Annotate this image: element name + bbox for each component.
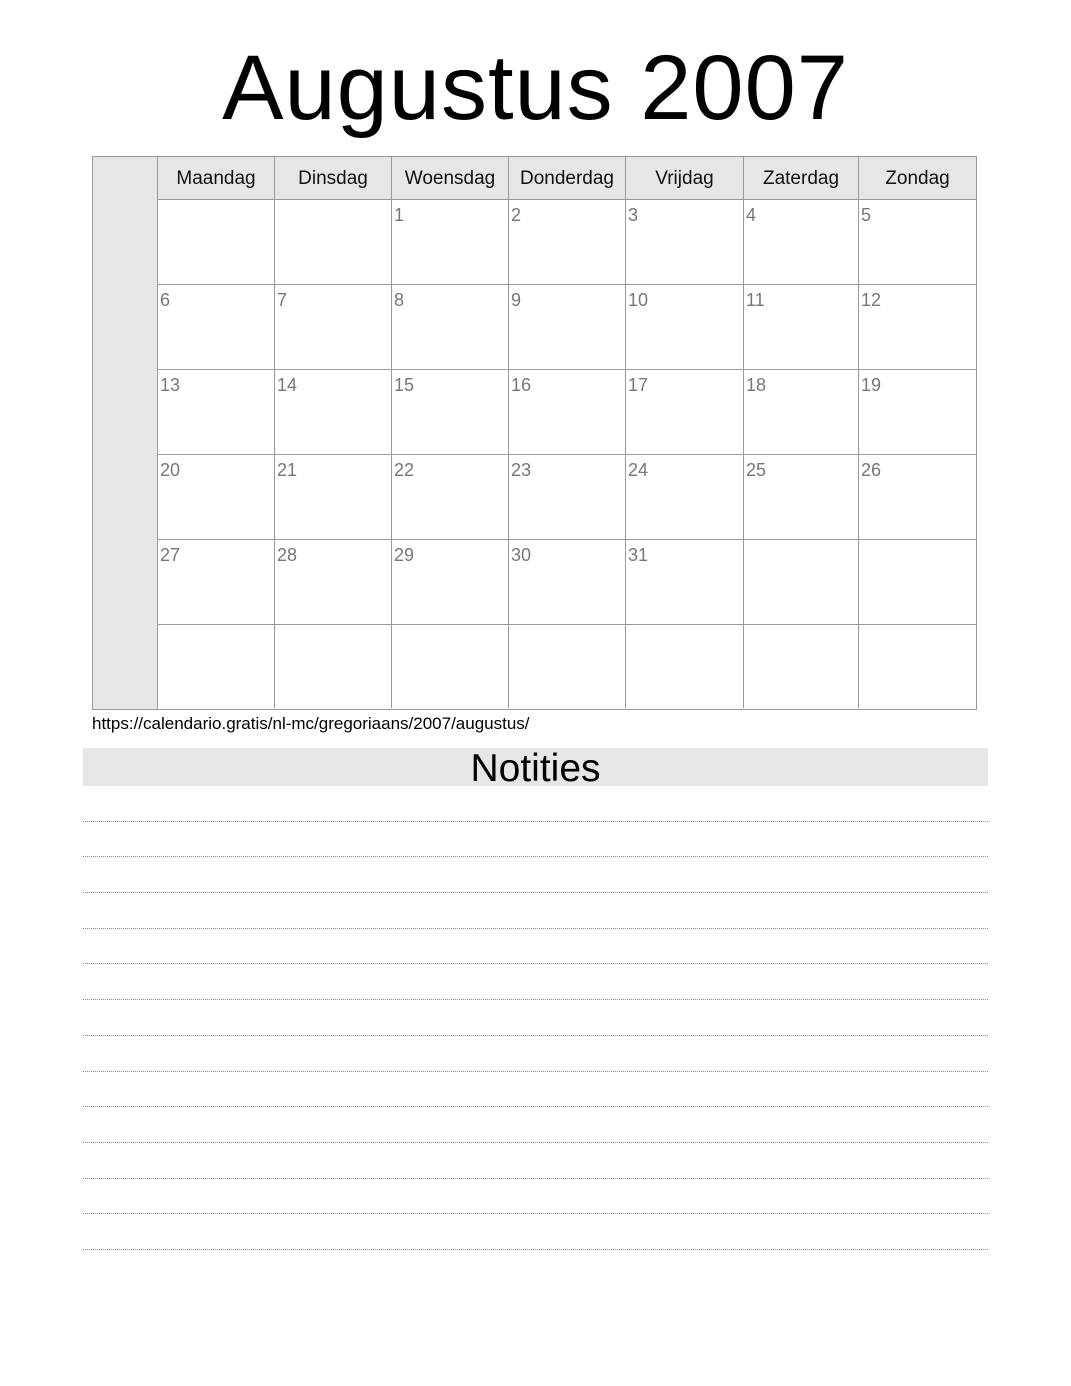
week-row [158,625,976,708]
weekday-header: Maandag [158,157,275,199]
week-row [158,200,976,285]
notes-lines [83,786,988,1250]
day-cell: 10 [626,285,744,369]
note-line [83,929,988,965]
day-cell: 26 [861,460,882,480]
day-cell: 16 [509,370,626,454]
page-title: Augustus 2007 [222,37,849,139]
note-line [83,964,988,1000]
day-cell: 6 [158,285,275,369]
week-number-column [93,157,158,709]
weekday-header: Dinsdag [275,157,392,199]
day-cell: 4 [744,200,859,284]
day-cell: 1 [392,200,509,284]
day-cell: 22 [392,455,509,539]
day-cell: 31 [626,540,744,624]
week-row [158,540,976,625]
day-cell [859,540,976,624]
week-row [158,370,976,455]
day-cell: 5 [861,205,872,225]
day-cell: 7 [275,285,392,369]
weekday-header-row [158,157,976,200]
day-cell: 2 [509,200,626,284]
day-cell [744,625,859,708]
note-line [83,1072,988,1108]
day-cell [744,540,859,624]
day-cell: 14 [275,370,392,454]
weekday-header: Zondag [885,168,950,189]
day-cell: 17 [626,370,744,454]
note-line [83,857,988,893]
day-cell [275,625,392,708]
note-line [83,786,988,822]
day-cell: 20 [158,455,275,539]
day-cell [859,625,976,708]
weekday-header: Woensdag [392,157,509,199]
day-cell: 30 [509,540,626,624]
day-cell: 27 [158,540,275,624]
day-cell [158,200,275,284]
weekday-header: Zaterdag [744,157,859,199]
note-line [83,1036,988,1072]
note-line [83,822,988,858]
note-line [83,1000,988,1036]
day-cell: 12 [861,290,882,310]
note-line [83,1214,988,1250]
day-cell: 29 [392,540,509,624]
note-line [83,1107,988,1143]
day-cell [392,625,509,708]
day-cell [275,200,392,284]
day-cell [626,625,744,708]
day-cell: 3 [626,200,744,284]
day-cell: 23 [509,455,626,539]
day-cell: 21 [275,455,392,539]
day-cell: 11 [744,285,859,369]
day-cell: 19 [861,375,882,395]
day-cell: 15 [392,370,509,454]
day-cell: 24 [626,455,744,539]
day-cell: 18 [744,370,859,454]
day-grid [158,200,976,708]
day-cell: 13 [158,370,275,454]
source-url: https://calendario.gratis/nl-mc/gregoriaans/2007/augustus/ [92,714,530,733]
note-line [83,1179,988,1215]
notes-title: Notities [83,748,988,786]
day-cell [509,625,626,708]
day-cell: 28 [275,540,392,624]
week-row [158,285,976,370]
day-cell [158,625,275,708]
weekday-header: Vrijdag [626,157,744,199]
note-line [83,893,988,929]
day-cell: 25 [744,455,859,539]
day-cell: 8 [392,285,509,369]
weekday-header: Donderdag [509,157,626,199]
week-row [158,455,976,540]
day-cell: 9 [509,285,626,369]
note-line [83,1143,988,1179]
calendar-grid [92,156,977,710]
